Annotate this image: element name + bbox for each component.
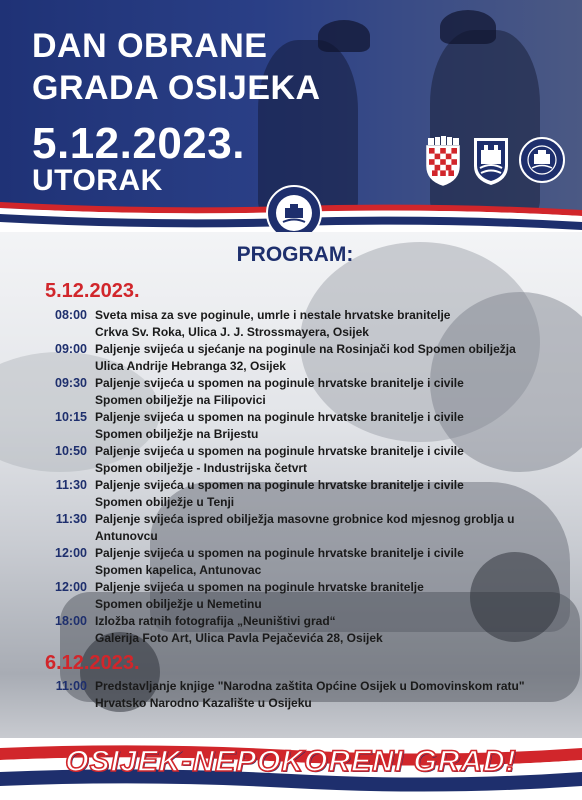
event-description: Paljenje svijeća u spomen na poginule hrvatske branitelje — [95, 580, 424, 594]
header-weekday: UTORAK — [32, 164, 163, 197]
event-description: Paljenje svijeća ispred obilježja masovne grobnice kod mjesnog groblja u — [95, 512, 515, 526]
helmet-right — [440, 10, 496, 44]
title-line-2: GRADA OSIJEKA — [32, 69, 321, 107]
event-location: Antunovcu — [95, 529, 158, 543]
event-time: 12:00 — [55, 546, 87, 560]
event-description: Paljenje svijeća u spomen na poginule hrvatske branitelje i civile — [95, 444, 464, 458]
event-time: 10:50 — [55, 444, 87, 458]
event-location: Spomen obilježje u Nemetinu — [95, 597, 262, 611]
footer-slogan: OSIJEK-NEPOKORENI GRAD! — [65, 745, 517, 778]
event-location: Spomen obilježje - Industrijska četvrt — [95, 461, 308, 475]
osijek-baranja-coat-of-arms-icon — [472, 136, 510, 186]
event-time: 11:30 — [55, 478, 87, 492]
event-description: Predstavljanje knjige "Narodna zaštita Općine Osijek u Domovinskom ratu" — [95, 679, 525, 693]
event-description: Paljenje svijeća u sjećanje na poginule na Rosinjači kod Spomen obilježja — [95, 342, 516, 356]
header-date: 5.12.2023. — [32, 119, 245, 168]
event-location: Ulica Andrije Hebranga 32, Osijek — [95, 359, 286, 373]
event-time: 09:30 — [55, 376, 87, 390]
croatian-coat-of-arms-icon — [424, 136, 462, 186]
event-description: Paljenje svijeća u spomen na poginule hrvatske branitelje i civile — [95, 478, 464, 492]
event-description: Paljenje svijeća u spomen na poginule hrvatske branitelje i civile — [95, 410, 464, 424]
event-time: 09:00 — [55, 342, 87, 356]
event-location: Crkva Sv. Roka, Ulica J. J. Strossmayera, Osijek — [95, 325, 369, 339]
event-description: Sveta misa za sve poginule, umrle i nestale hrvatske branitelje — [95, 308, 451, 322]
event-time: 18:00 — [55, 614, 87, 628]
event-location: Spomen obilježje na Filipovici — [95, 393, 266, 407]
osijek-city-seal-icon — [518, 136, 566, 184]
helmet-left — [318, 20, 370, 52]
event-location: Hrvatsko Narodno Kazalište u Osijeku — [95, 696, 312, 710]
event-time: 12:00 — [55, 580, 87, 594]
day-date-1: 5.12.2023. — [45, 280, 140, 302]
header-banner — [0, 0, 582, 210]
program-title: PROGRAM: — [236, 243, 354, 266]
event-description: Paljenje svijeća u spomen na poginule hrvatske branitelje i civile — [95, 376, 464, 390]
crests-group — [424, 136, 564, 188]
event-description: Izložba ratnih fotografija „Neuništivi grad“ — [95, 614, 336, 628]
event-location: Spomen obilježje na Brijestu — [95, 427, 259, 441]
event-time: 10:15 — [55, 410, 87, 424]
event-time: 11:00 — [55, 679, 87, 693]
event-description: Paljenje svijeća u spomen na poginule hrvatske branitelje i civile — [95, 546, 464, 560]
event-time: 08:00 — [55, 308, 87, 322]
event-location: Galerija Foto Art, Ulica Pavla Pejačevića 28, Osijek — [95, 631, 383, 645]
event-time: 11:30 — [55, 512, 87, 526]
event-location: Spomen kapelica, Antunovac — [95, 563, 262, 577]
day-date-2: 6.12.2023. — [45, 652, 140, 674]
event-location: Spomen obilježje u Tenji — [95, 495, 235, 509]
title-line-1: DAN OBRANE — [32, 27, 268, 65]
